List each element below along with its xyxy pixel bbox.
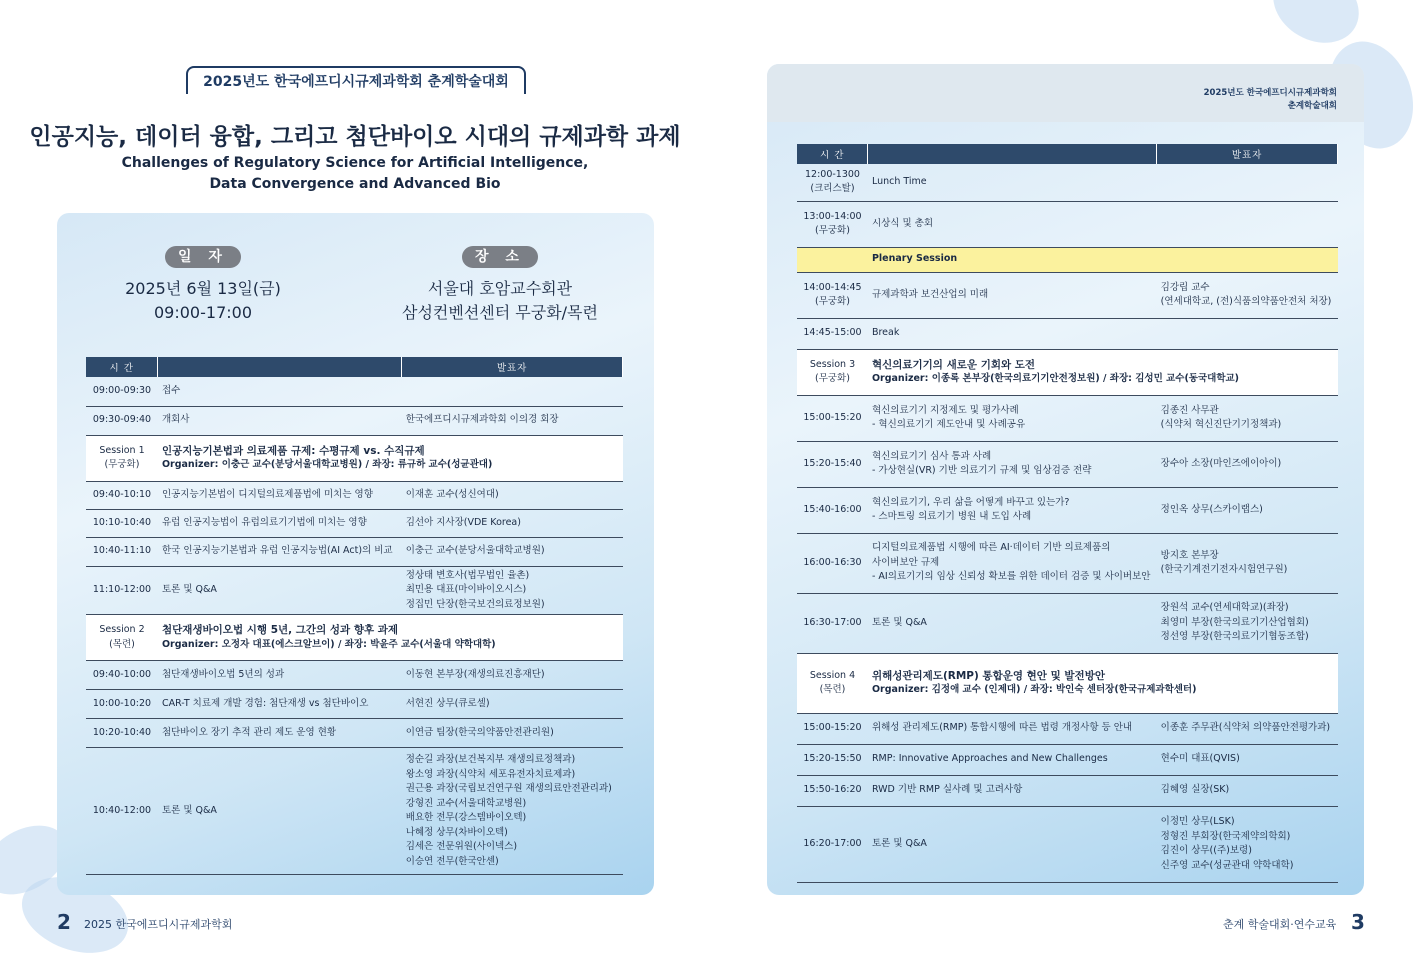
schedule-row bbox=[797, 441, 1338, 487]
page-number: 2 bbox=[57, 910, 71, 934]
title-cell: 토론 및 Q&A bbox=[868, 806, 1157, 882]
schedule-row bbox=[797, 272, 1338, 318]
session-time-cell bbox=[86, 435, 158, 481]
session-content-cell bbox=[868, 349, 1338, 395]
session-row bbox=[797, 349, 1338, 395]
speaker-cell bbox=[402, 377, 623, 406]
time-cell: 14:45-15:00 bbox=[797, 318, 868, 349]
schedule-row bbox=[797, 593, 1338, 653]
title-cell: Lunch Time bbox=[868, 164, 1157, 201]
schedule-row bbox=[797, 775, 1338, 806]
plenary-row bbox=[797, 247, 1338, 272]
time-cell: 15:00-15:20 bbox=[797, 395, 868, 441]
session-label: Session 2 bbox=[99, 624, 145, 635]
schedule-row bbox=[86, 537, 623, 566]
schedule-row bbox=[86, 509, 623, 537]
session-room: (목련) bbox=[819, 684, 846, 695]
schedule-body-right bbox=[797, 164, 1338, 882]
speaker-cell bbox=[1157, 318, 1338, 349]
time-cell: 09:40-10:10 bbox=[86, 481, 158, 509]
title-cell: 개회사 bbox=[158, 406, 402, 435]
time-cell: 10:10-10:40 bbox=[86, 509, 158, 537]
time-cell: 15:00-15:20 bbox=[797, 713, 868, 744]
left-page bbox=[0, 0, 710, 971]
header-blank bbox=[158, 357, 402, 377]
title-cell: 첨단재생바이오법 5년의 성과 bbox=[158, 661, 402, 690]
schedule-row bbox=[797, 713, 1338, 744]
header-speaker: 발표자 bbox=[1157, 144, 1338, 164]
session-time-cell bbox=[797, 349, 868, 395]
time-cell: 15:40-16:00 bbox=[797, 487, 868, 533]
schedule-row bbox=[86, 377, 623, 406]
time-cell: 10:00-10:20 bbox=[86, 690, 158, 719]
session-title: 인공지능기본법과 의료제품 규제: 수평규제 vs. 수직규제 bbox=[161, 444, 425, 457]
time-cell: 09:30-09:40 bbox=[86, 406, 158, 435]
speaker-cell: 김강립 교수 (연세대학교, (전)식품의약품안전처 처장) bbox=[1157, 272, 1338, 318]
session-title: 혁신의료기기의 새로운 기회와 도전 bbox=[871, 358, 1036, 371]
speaker-cell bbox=[1157, 201, 1338, 247]
schedule-row bbox=[797, 806, 1338, 882]
speaker-cell: 이종훈 주무관(식약처 의약품안전평가과) bbox=[1157, 713, 1338, 744]
speaker-cell: 이정민 상무(LSK) 정형진 부회장(한국제약의학회) 김진이 상무((주)보령) 신주영 교수(성균관대 약학대학) bbox=[1157, 806, 1338, 882]
title-cell: RMP: Innovative Approaches and New Challenges bbox=[868, 744, 1157, 775]
speaker-cell: 이충근 교수(분당서울대학교병원) bbox=[402, 537, 623, 566]
session-organizer: Organizer: 이종록 본부장(한국의료기기안전정보원) / 좌장: 김성민 교수(동국대학교) bbox=[871, 373, 1240, 384]
session-label: Session 1 bbox=[99, 444, 145, 456]
session-room: (무궁화) bbox=[815, 373, 850, 384]
session-organizer: Organizer: 김정애 교수 (인제대) / 좌장: 박인숙 센터장(한국규제과학센터) bbox=[871, 684, 1197, 695]
session-room: (목련) bbox=[109, 638, 135, 650]
venue-line2: 삼성컨벤션센터 무궁화/목련 bbox=[402, 303, 598, 322]
right-page bbox=[711, 0, 1421, 971]
speaker-cell: 이연금 팀장(한국의약품안전관리원) bbox=[402, 719, 623, 748]
title-cell: RWD 기반 RMP 실사례 및 고려사항 bbox=[868, 775, 1157, 806]
title-cell: 토론 및 Q&A bbox=[868, 593, 1157, 653]
time-cell: 15:50-16:20 bbox=[797, 775, 868, 806]
schedule-row bbox=[797, 201, 1338, 247]
time-cell: 10:40-11:10 bbox=[86, 537, 158, 566]
title-cell: 혁신의료기기 심사 통과 사례 - 가상현실(VR) 기반 의료기기 규제 및 임상검증 전략 bbox=[868, 441, 1157, 487]
schedule-row bbox=[797, 164, 1338, 201]
session-row bbox=[86, 615, 623, 661]
speaker-cell bbox=[1157, 247, 1338, 272]
venue-line1: 서울대 호암교수회관 bbox=[427, 279, 573, 298]
date-info bbox=[90, 277, 316, 325]
session-title: 첨단재생바이오법 시행 5년, 그간의 성과 향후 과제 bbox=[161, 624, 399, 636]
schedule-body-left bbox=[86, 377, 623, 875]
conference-header bbox=[1204, 87, 1337, 113]
time-cell: 15:20-15:40 bbox=[797, 441, 868, 487]
title-cell: Break bbox=[868, 318, 1157, 349]
date-label: 일 자 bbox=[165, 246, 241, 268]
speaker-cell: 장원석 교수(연세대학교)(좌장) 최영미 부장(한국의료기기산업협회) 정선영 부장(한국의료기기협동조합) bbox=[1157, 593, 1338, 653]
time-cell: 09:00-09:30 bbox=[86, 377, 158, 406]
header-line1: 2025년도 한국에프디시규제과학회 bbox=[1203, 88, 1337, 98]
schedule-row bbox=[797, 744, 1338, 775]
title-cell: 한국 인공지능기본법과 유럽 인공지능법(AI Act)의 비교 bbox=[158, 537, 402, 566]
title-cell: Plenary Session bbox=[868, 247, 1157, 272]
title-cell: 위해성 관리제도(RMP) 통합시행에 따른 법령 개정사항 등 안내 bbox=[868, 713, 1157, 744]
title-cell: 혁신의료기기 지정제도 및 평가사례 - 혁신의료기기 제도안내 및 사례공유 bbox=[868, 395, 1157, 441]
speaker-cell: 현수미 대표(QVIS) bbox=[1157, 744, 1338, 775]
title-cell: 시상식 및 총회 bbox=[868, 201, 1157, 247]
speaker-cell: 장수아 소장(마인즈에이아이) bbox=[1157, 441, 1338, 487]
time-cell: 09:40-10:00 bbox=[86, 661, 158, 690]
session-organizer: Organizer: 오정자 대표(에스크알브이) / 좌장: 박윤주 교수(서울대 약학대학) bbox=[161, 638, 496, 650]
schedule-row bbox=[86, 406, 623, 435]
footer-text: 춘계 학술대회·연수교육 bbox=[1223, 918, 1337, 931]
header-time: 시 간 bbox=[797, 144, 868, 164]
english-title bbox=[0, 153, 710, 195]
english-title-line2: Data Convergence and Advanced Bio bbox=[209, 176, 501, 192]
page-number: 3 bbox=[1351, 910, 1365, 934]
footer-text: 2025 한국에프디시규제과학회 bbox=[84, 918, 233, 931]
schedule-row bbox=[797, 395, 1338, 441]
title-cell: 토론 및 Q&A bbox=[158, 748, 402, 875]
session-content-cell bbox=[158, 435, 623, 481]
main-title: 인공지능, 데이터 융합, 그리고 첨단바이오 시대의 규제과학 과제 bbox=[29, 124, 681, 150]
title-cell: 유럽 인공지능법이 유럽의료기기법에 미치는 영향 bbox=[158, 509, 402, 537]
schedule-row bbox=[86, 690, 623, 719]
time-cell: 16:30-17:00 bbox=[797, 593, 868, 653]
time-cell: 15:20-15:50 bbox=[797, 744, 868, 775]
session-room: (무궁화) bbox=[104, 459, 140, 470]
session-row bbox=[797, 653, 1338, 713]
speaker-cell: 정순길 과장(보건복지부 재생의료정책과) 왕소영 과장(식약처 세포유전자치료제과) 권근용 과장(국립보건연구원 재생의료안전관리과) 강형진 교수(서울대학교병원) 배요한 전무(강스템바이오텍) 나혜정 상무(차바이오텍) 김세은 전문위원(사이넥스) 이승연 전무(한국안센) bbox=[402, 748, 623, 875]
time-cell: 13:00-14:00 (무궁화) bbox=[797, 201, 868, 247]
title-cell: CAR-T 치료제 개발 경험: 첨단재생 vs 첨단바이오 bbox=[158, 690, 402, 719]
schedule-row bbox=[86, 748, 623, 875]
time-cell: 12:00-1300 (크리스탈) bbox=[797, 164, 868, 201]
time-cell: 11:10-12:00 bbox=[86, 566, 158, 615]
title-cell: 토론 및 Q&A bbox=[158, 566, 402, 615]
title-cell: 디지털의료제품법 시행에 따른 AI·데이터 기반 의료제품의 사이버보안 규제 - AI의료기기의 임상 신뢰성 확보를 위한 데이터 검증 및 사이버보안 bbox=[868, 533, 1157, 593]
speaker-cell: 한국에프디시규제과학회 이의경 회장 bbox=[402, 406, 623, 435]
speaker-cell: 김선아 지사장(VDE Korea) bbox=[402, 509, 623, 537]
title-cell: 혁신의료기기, 우리 삶을 어떻게 바꾸고 있는가? - 스마트링 의료기기 병원 내 도입 사례 bbox=[868, 487, 1157, 533]
schedule-row bbox=[797, 487, 1338, 533]
schedule-row bbox=[86, 481, 623, 509]
speaker-cell: 김혜영 실장(SK) bbox=[1157, 775, 1338, 806]
time-value: 09:00-17:00 bbox=[154, 303, 252, 322]
schedule-row bbox=[86, 661, 623, 690]
title-cell: 접수 bbox=[158, 377, 402, 406]
time-cell: 16:20-17:00 bbox=[797, 806, 868, 882]
schedule-row bbox=[797, 533, 1338, 593]
session-time-cell bbox=[797, 653, 868, 713]
time-cell: 16:00-16:30 bbox=[797, 533, 868, 593]
session-organizer: Organizer: 이충근 교수(분당서울대학교병원) / 좌장: 류규하 교수(성균관대) bbox=[161, 459, 493, 470]
speaker-cell: 정상태 변호사(법무법인 율촌) 최민용 대표(마이바이오시스) 정집민 단장(한국보건의료정보원) bbox=[402, 566, 623, 615]
session-row bbox=[86, 435, 623, 481]
session-label: Session 3 bbox=[809, 358, 856, 370]
session-content-cell bbox=[868, 653, 1338, 713]
conference-tab: 2025년도 한국에프디시규제과학회 춘계학술대회 bbox=[186, 66, 526, 94]
session-content-cell bbox=[158, 615, 623, 661]
header-time: 시 간 bbox=[86, 357, 158, 377]
speaker-cell: 방지호 본부장 (한국기계전기전자시험연구원) bbox=[1157, 533, 1338, 593]
english-title-line1: Challenges of Regulatory Science for Artificial Intelligence, bbox=[121, 155, 589, 171]
venue-label: 장 소 bbox=[462, 246, 538, 268]
title-cell: 규제과학과 보건산업의 미래 bbox=[868, 272, 1157, 318]
session-title: 위해성관리제도(RMP) 통합운영 현안 및 발전방안 bbox=[871, 669, 1105, 682]
speaker-cell: 서현진 상무(큐로셀) bbox=[402, 690, 623, 719]
speaker-cell bbox=[1157, 164, 1338, 201]
time-cell bbox=[797, 247, 868, 272]
time-cell: 10:20-10:40 bbox=[86, 719, 158, 748]
schedule-table-right bbox=[797, 144, 1338, 883]
header-line2: 춘계학술대회 bbox=[1287, 101, 1337, 111]
session-label: Session 4 bbox=[809, 669, 856, 681]
header-speaker: 발표자 bbox=[402, 357, 623, 377]
speaker-cell: 김종진 사무관 (식약처 혁신진단기기정책과) bbox=[1157, 395, 1338, 441]
speaker-cell: 이동현 본부장(재생의료진흥재단) bbox=[402, 661, 623, 690]
venue-info bbox=[380, 277, 620, 325]
schedule-table-left bbox=[86, 357, 623, 875]
speaker-cell: 정인옥 상무(스카이랩스) bbox=[1157, 487, 1338, 533]
header-blank bbox=[868, 144, 1157, 164]
title-cell: 인공지능기본법이 디지털의료제품법에 미치는 영향 bbox=[158, 481, 402, 509]
time-cell: 10:40-12:00 bbox=[86, 748, 158, 875]
title-cell: 첨단바이오 장기 추적 관리 제도 운영 현황 bbox=[158, 719, 402, 748]
session-time-cell bbox=[86, 615, 158, 661]
schedule-row bbox=[86, 719, 623, 748]
speaker-cell: 이재훈 교수(성신여대) bbox=[402, 481, 623, 509]
date-value: 2025년 6월 13일(금) bbox=[125, 279, 281, 298]
schedule-row bbox=[86, 566, 623, 615]
schedule-row bbox=[797, 318, 1338, 349]
time-cell: 14:00-14:45 (무궁화) bbox=[797, 272, 868, 318]
